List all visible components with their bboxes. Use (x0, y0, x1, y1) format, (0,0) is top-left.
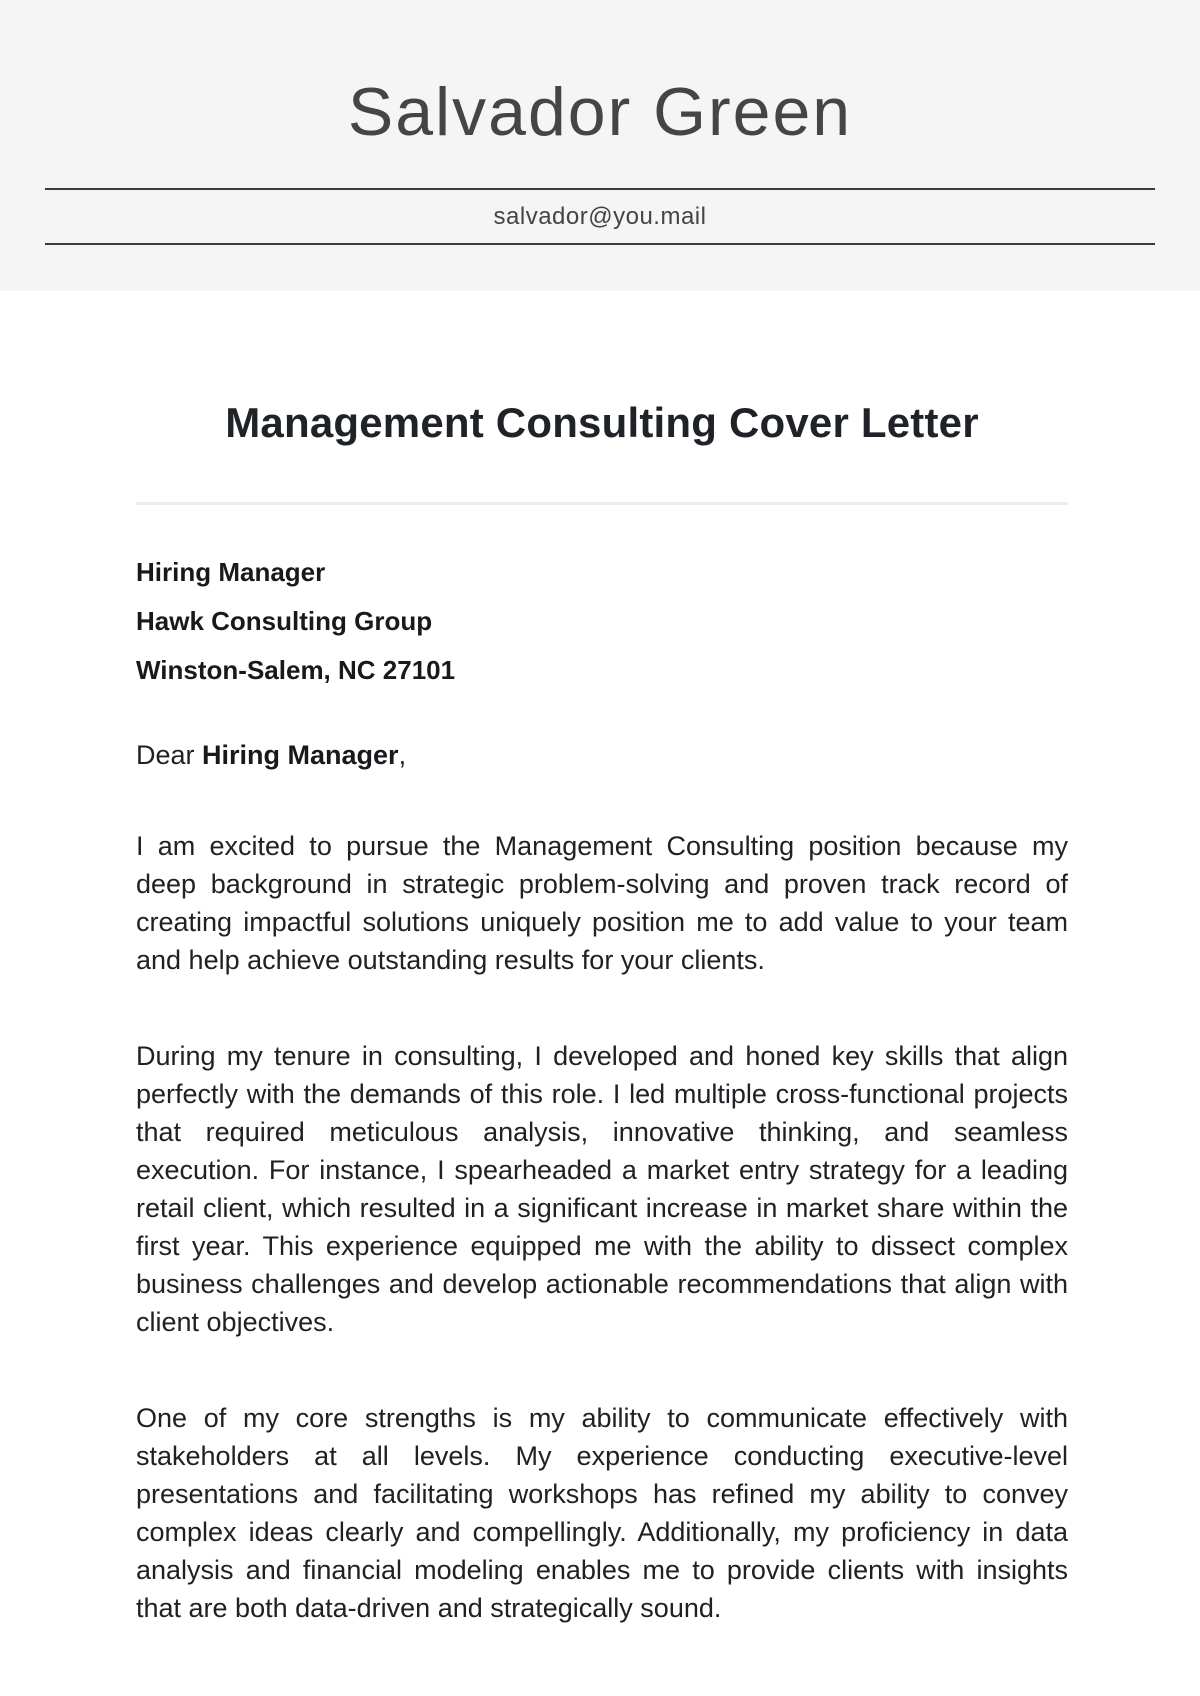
recipient-company-line: Hawk Consulting Group (136, 606, 433, 636)
letter-body (0, 398, 1200, 1627)
body-paragraph: During my tenure in consulting, I developed and honed key skills that align perfectly with the demands of this role. I led multiple cross-functional projects that required meticulous analysis, innovative thinking, and seamless execution. For instance, I spearheaded a market entry strategy for a leading retail client, which resulted in a significant increase in market share within the first year. This experience equipped me with the ability to dissect complex business challenges and develop actionable recommendations that align with client objectives. (136, 1041, 1068, 1337)
header-divider-bottom (45, 243, 1155, 245)
salutation-prefix: Dear (136, 740, 203, 770)
recipient-name-line: Hiring Manager (136, 557, 326, 587)
salutation-recipient-name: Hiring Manager (202, 740, 399, 770)
author-name: Salvador Green (347, 74, 853, 150)
author-email: salvador@you.mail (493, 203, 707, 230)
letter-title: Management Consulting Cover Letter (225, 399, 979, 446)
body-paragraph: One of my core strengths is my ability to communicate effectively with stakeholders at all levels. My experience conducting executive-level presentations and facilitating workshops has refined my ability to convey complex ideas clearly and compellingly. Additionally, my proficiency in data analysis and financial modeling enables me to provide clients with insights that are both data-driven and strategically sound. (136, 1403, 1068, 1623)
salutation-suffix: , (398, 740, 407, 770)
recipient-block (136, 553, 1068, 689)
salutation (136, 736, 1068, 774)
title-divider (136, 502, 1068, 505)
page-header (0, 0, 1200, 291)
body-paragraph: I am excited to pursue the Management Consulting position because my deep background in strategic problem-solving and proven track record of creating impactful solutions uniquely position me to add value to your team and help achieve outstanding results for your clients. (136, 831, 1068, 975)
recipient-address-line: Winston-Salem, NC 27101 (136, 655, 456, 685)
